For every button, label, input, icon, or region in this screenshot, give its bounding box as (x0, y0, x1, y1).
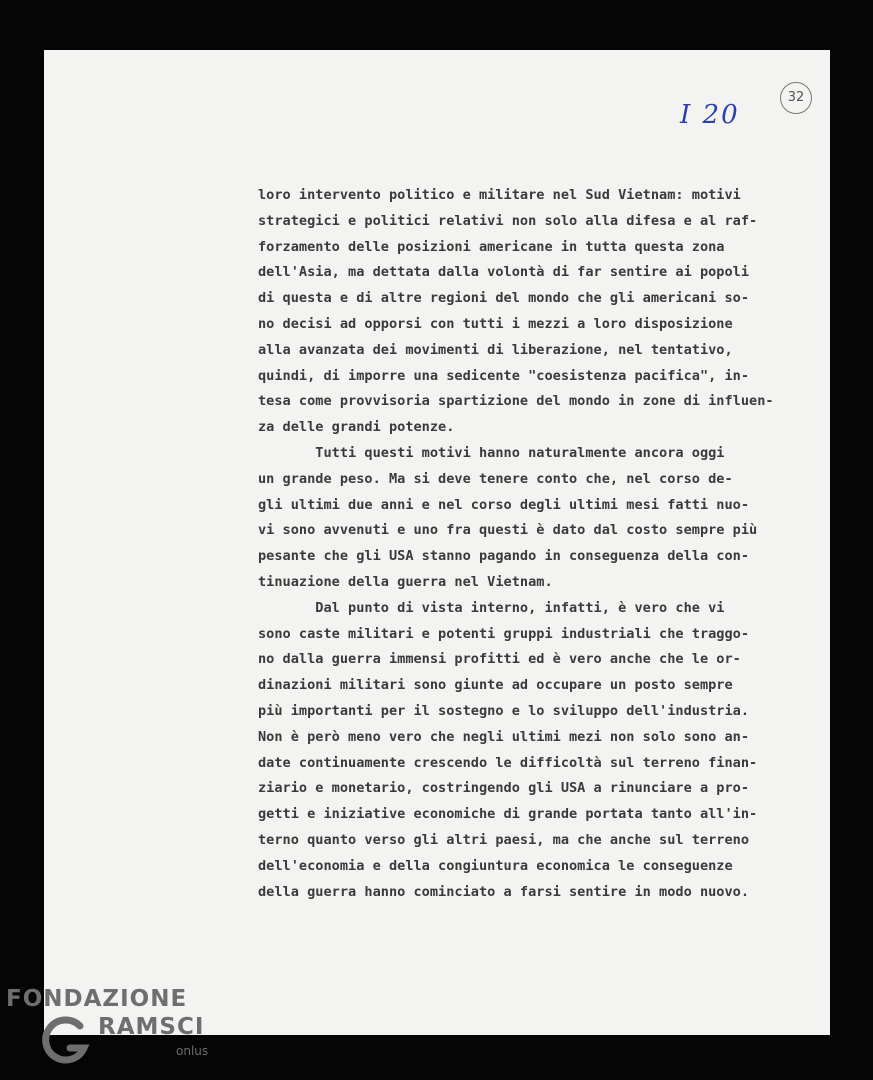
text-line: un grande peso. Ma si deve tenere conto che, nel corso de- (258, 470, 733, 487)
text-line: dell'economia e della congiuntura economica le conseguenze (258, 857, 733, 874)
gramsci-g-logo-icon (40, 1014, 92, 1066)
text-line: vi sono avvenuti e uno fra questi è dato dal costo sempre più (258, 522, 758, 539)
text-line: strategici e politici relativi non solo alla difesa e al raf- (258, 212, 758, 229)
text-line: più importanti per il sostegno e lo sviluppo dell'industria. (258, 702, 750, 719)
page-number: 32 (787, 90, 805, 105)
text-line: no decisi ad opporsi con tutti i mezzi a loro disposizione (258, 315, 733, 332)
text-line: dell'Asia, ma dettata dalla volontà di far sentire ai popoli (258, 264, 750, 281)
text-line: za delle grandi potenze. (258, 419, 455, 436)
text-line: della guerra hanno cominciato a farsi sentire in modo nuovo. (258, 883, 750, 900)
text-line: Non è però meno vero che negli ultimi mezi non solo sono an- (258, 728, 750, 745)
fondazione-gramsci-watermark (6, 986, 226, 1078)
text-line: no dalla guerra immensi profitti ed è vero anche che le or- (258, 651, 741, 668)
page-number-stamp (780, 82, 812, 114)
text-line: tesa come provvisoria spartizione del mondo in zone di influen- (258, 393, 774, 410)
body-text (258, 183, 828, 905)
watermark-line2: RAMSCI (98, 1014, 205, 1040)
text-line: Tutti questi motivi hanno naturalmente ancora oggi (258, 444, 725, 461)
text-line: Dal punto di vista interno, infatti, è vero che vi (258, 599, 725, 616)
text-line: date continuamente crescendo le difficoltà sul terreno finan- (258, 754, 758, 771)
text-line: getti e iniziative economiche di grande portata tanto all'in- (258, 806, 758, 823)
text-line: pesante che gli USA stanno pagando in conseguenza della con- (258, 548, 750, 565)
text-line: dinazioni militari sono giunte ad occupare un posto sempre (258, 677, 733, 694)
text-line: tinuazione della guerra nel Vietnam. (258, 573, 553, 590)
text-line: alla avanzata dei movimenti di liberazione, nel tentativo, (258, 341, 733, 358)
text-line: terno quanto verso gli altri paesi, ma che anche sul terreno (258, 831, 750, 848)
text-line: ziario e monetario, costringendo gli USA a rinunciare a pro- (258, 780, 750, 797)
text-line: sono caste militari e potenti gruppi industriali che traggo- (258, 625, 750, 642)
watermark-line1: FONDAZIONE (6, 986, 188, 1012)
archive-mark: I 20 (680, 100, 740, 130)
text-line: quindi, di imporre una sedicente "coesistenza pacifica", in- (258, 367, 750, 384)
text-line: gli ultimi due anni e nel corso degli ultimi mesi fatti nuo- (258, 496, 750, 513)
watermark-line3: onlus (176, 1044, 209, 1058)
text-line: forzamento delle posizioni americane in tutta questa zona (258, 238, 725, 255)
text-line: di questa e di altre regioni del mondo che gli americani so- (258, 290, 750, 307)
text-line: loro intervento politico e militare nel Sud Vietnam: motivi (258, 187, 741, 203)
